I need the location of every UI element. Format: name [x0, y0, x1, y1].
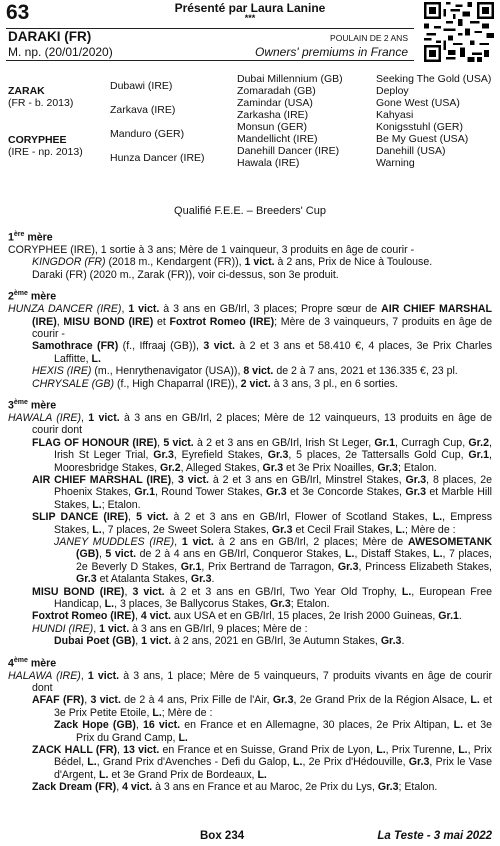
pedigree-gen4: Be My Guest (USA): [376, 133, 469, 145]
pedigree-gen4: Konigsstuhl (GER): [376, 121, 463, 133]
produce-line: MISU BOND (IRE), 3 vict. à 2 et 3 ans en GB/Irl, Two Year Old Trophy, L., European Free Handicap, L., 3 places, 3e Ballycorus Stakes, Gr.3; Etalon.: [32, 585, 492, 610]
pedigree-gen3: Danehill Dancer (IRE): [237, 145, 340, 157]
produce-line: SLIP DANCE (IRE), 5 vict. à 2 et 3 ans en GB/Irl, Flower of Scotland Stakes, L., Empress Stakes, L., 7 places, 2e Sweet Solera Stakes, Gr.3 et Cecil Frail Stakes, L.; Mère de :: [32, 511, 493, 536]
presenter: Présenté par Laura Lanine: [174, 1, 326, 15]
pedigree-gen4: Deploy: [376, 85, 409, 97]
pedigree-gen2: Hunza Dancer (IRE): [110, 152, 205, 164]
produce-line: Samothrace (FR) (f., Iffraaj (GB)), 3 vict. à 2 et 3 ans et 58.410 €, 4 places, 3e Prix Charles Laffitte, L.: [32, 340, 492, 365]
dam-paragraph: HAWALA (IRE), 1 vict. à 3 ans en GB/Irl, 2 places; Mère de 12 vainqueurs, 13 produits en âge de courir dont: [8, 411, 492, 437]
pedigree-gen3: Monsun (GER): [237, 121, 308, 133]
produce-line: AIR CHIEF MARSHAL (IRE), 3 vict. à 2 et 3 ans en GB/Irl, Minstrel Stakes, Gr.3, 8 places, 2e Phoenix Stakes, Gr.1, Round Tower Stakes, Gr.3 et 3e Concorde Stakes, Gr.3 et Marble Hill Stakes, L.; Etalon.: [32, 473, 492, 511]
produce-line: AFAF (FR), 3 vict. de 2 à 4 ans, Prix Fille de l'Air, Gr.3, 2e Grand Prix de la Région Alsace, L. et 3e Prix Petite Etoile, L.; Mère de :: [32, 694, 493, 719]
pedigree-gen4: Danehill (USA): [376, 145, 446, 157]
produce-record: [8, 222, 492, 794]
produce-line: Foxtrot Romeo (IRE), 4 vict. aux USA et en GB/Irl, 15 places, 2e Irish 2000 Guineas, Gr.1.: [32, 610, 462, 623]
dam-paragraph: HUNZA DANCER (IRE), 1 vict. à 3 ans en GB/Irl, 3 places; Propre sœur de AIR CHIEF MARSHAL (IRE), MISU BOND (IRE) et Foxtrot Romeo (IRE); Mère de 3 vainqueurs, 7 produits en âge de courir -: [8, 303, 492, 340]
section-heading: 2ème mère: [8, 290, 57, 303]
pedigree-gen3: Zamindar (USA): [237, 97, 313, 109]
pedigree-gen4: Gone West (USA): [376, 97, 460, 109]
pedigree-gen3: Mandellicht (IRE): [237, 133, 318, 145]
produce-line: HEXIS (IRE) (m., Henrythenavigator (USA)), 8 vict. de 2 à 7 ans, 2021 et 136.335 €, 23 pl.: [32, 365, 458, 378]
pedigree-gen3: Dubai Millennium (GB): [237, 73, 343, 85]
pedigree-gen4: Kahyasi: [376, 109, 414, 121]
produce-line: KINGDOR (FR) (2018 m., Kendargent (FR)), 1 vict. à 2 ans, Prix de Nice à Toulouse.: [32, 256, 433, 269]
pedigree-gen2: Manduro (GER): [110, 128, 185, 140]
produce-line: Dubai Poet (GB), 1 vict. à 2 ans, 2021 en GB/Irl, 3e Autumn Stakes, Gr.3.: [54, 635, 405, 648]
dam-info: (IRE - np. 2013): [8, 146, 83, 158]
box-number: Box 234: [200, 830, 245, 842]
header-rule-bottom: [6, 60, 414, 61]
produce-line: Zack Hope (GB), 16 vict. en France et en Allemagne, 30 places, 2e Prix Altipan, L. et 3e Prix du Grand Camp, L.: [54, 719, 492, 744]
pedigree-gen3: Zomaradah (GB): [237, 85, 316, 97]
consignment-label: POULAIN DE 2 ANS: [330, 33, 408, 43]
produce-line: Daraki (FR) (2020 m., Zarak (FR)), voir ci-dessus, son 3e produit.: [32, 268, 339, 281]
produce-line: ZACK HALL (FR), 13 vict. en France et en Suisse, Grand Prix de Lyon, L., Prix Turenne, L., Prix Bédel, L., Grand Prix d'Avenches - Defi du Galop, L., 2e Prix d'Hédouville, Gr.3, Prix le Vase d'Argent, L. et 3e Grand Prix de Bordeaux, L.: [32, 743, 492, 781]
produce-line: CHRYSALE (GB) (f., High Chaparral (IRE)), 2 vict. à 3 ans, 3 pl., en 6 sorties.: [32, 377, 398, 390]
horse-birth: M. np. (20/01/2020): [8, 45, 113, 59]
produce-line: FLAG OF HONOUR (IRE), 5 vict. à 2 et 3 ans en GB/Irl, Irish St Leger, Gr.1, Curragh Cup, Gr.2, Irish St Leger Trial, Gr.3, Eyrefield Stakes, Gr.3, 5 places, 2e Tattersalls Gold Cup, Gr.1, Mooresbridge Stakes, Gr.2, Alleged Stakes, Gr.3 et 3e Prix Noailles, Gr.3; Etalon.: [32, 436, 492, 474]
pedigree-gen3: Hawala (IRE): [237, 157, 300, 169]
dam-paragraph: HALAWA (IRE), 1 vict. à 3 ans, 1 place; Mère de 5 vainqueurs, 7 produits vivants en âge de courir dont: [8, 669, 492, 694]
pedigree-gen4: Seeking The Gold (USA): [376, 73, 492, 85]
owners-premiums: Owners' premiums in France: [255, 45, 408, 59]
section-heading: 3ème mère: [8, 398, 57, 412]
horse-name: DARAKI (FR): [8, 29, 92, 44]
stars: ***: [244, 13, 256, 23]
qr-code-icon: [424, 2, 494, 62]
pedigree-gen4: Warning: [376, 157, 415, 169]
dam-name: CORYPHEE: [8, 134, 67, 146]
produce-line: HUNDI (IRE), 1 vict. à 3 ans en GB/Irl, 9 places; Mère de :: [32, 622, 308, 635]
lot-number: 63: [6, 1, 30, 24]
dam-paragraph: CORYPHEE (IRE), 1 sortie à 3 ans; Mère de 1 vainqueur, 3 produits en âge de courir -: [8, 243, 415, 256]
qualification: Qualifié F.E.E. – Breeders' Cup: [174, 205, 326, 217]
section-heading: 4ème mère: [8, 656, 57, 670]
sire-info: (FR - b. 2013): [8, 97, 74, 109]
produce-line: Zack Dream (FR), 4 vict. à 3 ans en France et au Maroc, 2e Prix du Lys, Gr.3; Etalon.: [32, 781, 438, 794]
pedigree-gen2: Dubawi (IRE): [110, 80, 173, 92]
pedigree-gen3: Zarkasha (IRE): [237, 109, 309, 121]
sale-place-date: La Teste - 3 mai 2022: [377, 830, 492, 842]
section-heading: 1ère mère: [8, 231, 53, 244]
produce-line: JANEY MUDDLES (IRE), 1 vict. à 2 ans en GB/Irl, 2 places; Mère de AWESOMETANK (GB), 5 vict. de 2 à 4 ans en GB/Irl, Conqueror Stakes, L., Distaff Stakes, L., 7 places, 2e Beverly D Stakes, Gr.1, Prix Bertrand de Tarragon, Gr.3, Princess Elizabeth Stakes, Gr.3 et Atalanta Stakes, Gr.3.: [54, 535, 492, 586]
sire-name: ZARAK: [8, 85, 45, 97]
pedigree-gen2: Zarkava (IRE): [110, 104, 176, 116]
